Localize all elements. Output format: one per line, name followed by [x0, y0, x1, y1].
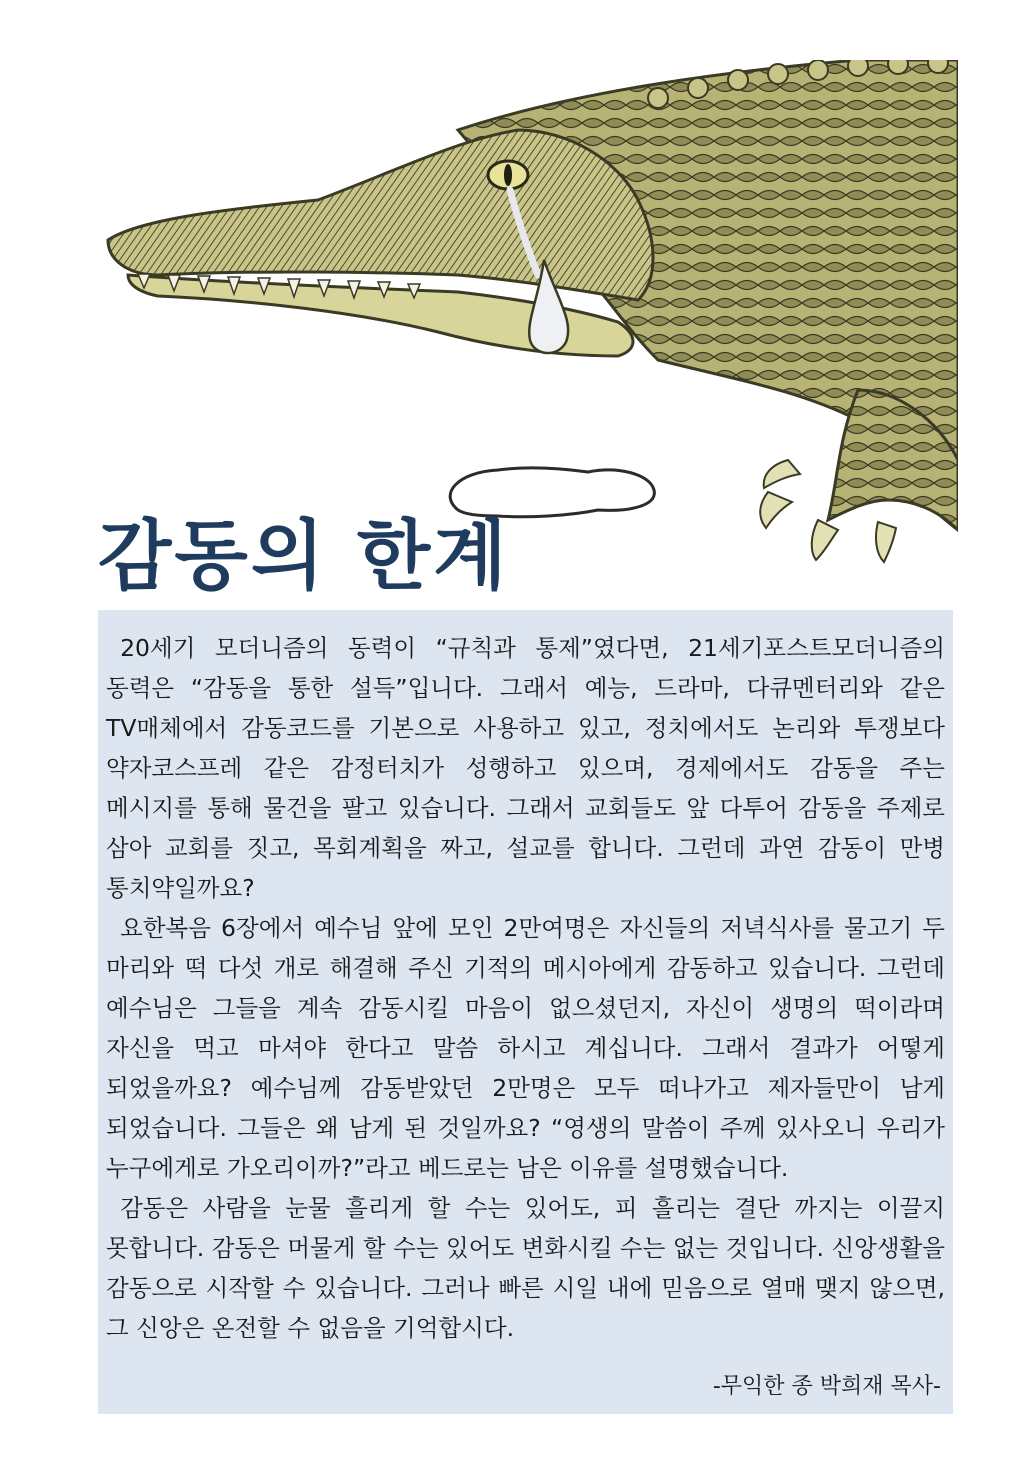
page-title: 감동의 한계: [98, 511, 510, 600]
paragraph: 감동은 사람을 눈물 흘리게 할 수는 있어도, 피 흘리는 결단 까지는 이끌지 못합니다. 감동은 머물게 할 수는 있어도 변화시킬 수는 없는 것입니다. 신앙생활을 감동으로 시작할 수 있습니다. 그러나 빠른 시일 내에 믿음으로 열매 맺지 않으면, 그 신앙은 온전할 수 없음을 기억합시다.: [106, 1194, 945, 1342]
article-body: [106, 628, 945, 1348]
paragraph: 요한복음 6장에서 예수님 앞에 모인 2만여명은 자신들의 저녁식사를 물고기 두 마리와 떡 다섯 개로 해결해 주신 기적의 메시아에게 감동하고 있습니다. 그런데 예수님은 그들을 계속 감동시킬 마음이 없으셨던지, 자신이 생명의 떡이라며 자신을 먹고 마셔야 한다고 말씀 하시고 계십니다. 그래서 결과가 어떻게 되었을까요? 예수님께 감동받았던 2만명은 모두 떠나가고 제자들만이 남게 되었습니다. 그들은 왜 남게 된 것일까요? “영생의 말씀이 주께 있사오니 우리가 누구에게로 가오리이까?”라고 베드로는 남은 이유를 설명했습니다.: [106, 914, 945, 1182]
article-box: [98, 610, 953, 1414]
author-signature: -무익한 종 박희재 목사-: [712, 1374, 941, 1399]
paragraph: 20세기 모더니즘의 동력이 “규칙과 통제”였다면, 21세기포스트모더니즘의 동력은 “감동을 통한 설득”입니다. 그래서 예능, 드라마, 다큐멘터리와 같은 TV매체에서 감동코드를 기본으로 사용하고 있고, 정치에서도 논리와 투쟁보다 약자코스프레 같은 감정터치가 성행하고 있으며, 경제에서도 감동을 주는 메시지를 통해 물건을 팔고 있습니다. 그래서 교회들도 앞 다투어 감동을 주제로 삼아 교회를 짓고, 목회계획을 짜고, 설교를 합니다. 그런데 과연 감동이 만병 통치약일까요?: [106, 634, 945, 902]
tear-puddle: [450, 468, 654, 517]
crocodile-head: [108, 130, 653, 300]
